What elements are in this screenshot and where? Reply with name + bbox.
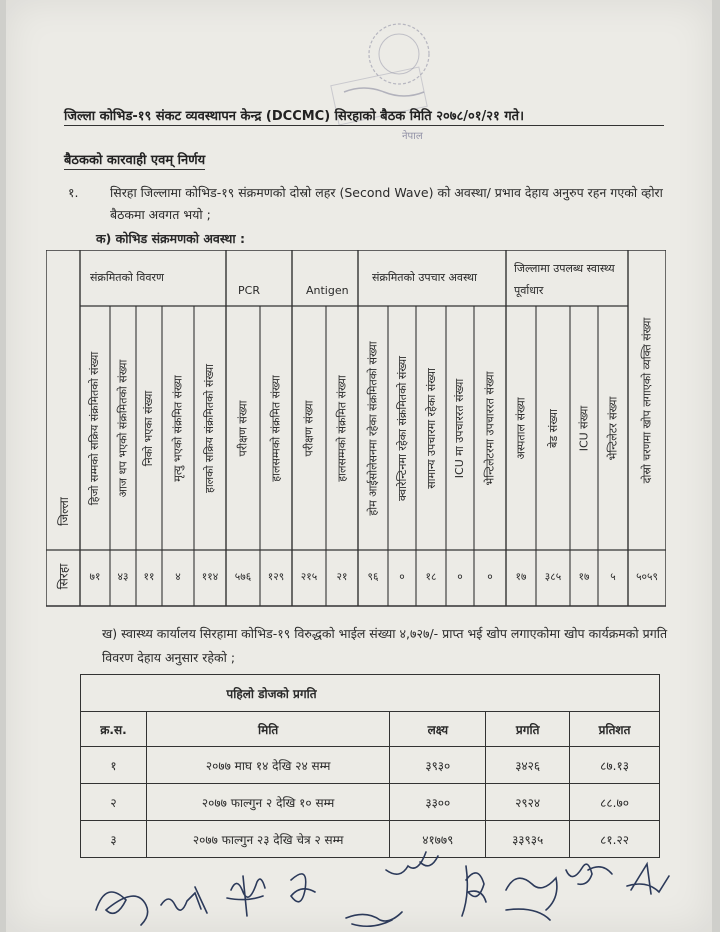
column-header-label: ICU संख्या bbox=[577, 405, 591, 451]
data-cell: ५०५९ bbox=[636, 571, 658, 583]
data-cell: ० bbox=[399, 571, 405, 583]
column-header-label: मृत्यु भएको संक्रमित संख्या bbox=[171, 374, 185, 482]
column-header bbox=[570, 306, 598, 550]
column-header bbox=[260, 306, 292, 550]
covid-status-subhead: क) कोभिड संक्रमणको अवस्था : bbox=[96, 231, 246, 246]
point-1-text: सिरहा जिल्लामा कोभिड-१९ संक्रमणको दोस्रो लहर (Second Wave) को अवस्था/ प्रभाव देहाय अनुरुप रहन गएको व्होरा बैठकमा अवगत भयो ; bbox=[110, 185, 663, 222]
col-header-target: लक्ष्य bbox=[390, 712, 486, 747]
minutes-subheading: बैठकको कारवाही एवम् निर्णय bbox=[64, 150, 205, 170]
column-header bbox=[416, 306, 446, 550]
signatures-area bbox=[86, 850, 686, 932]
column-header bbox=[536, 306, 570, 550]
signature-4 bbox=[291, 874, 315, 902]
column-header bbox=[358, 306, 388, 550]
point-1-number: १. bbox=[68, 185, 79, 200]
column-header bbox=[136, 306, 162, 550]
table-row bbox=[81, 784, 660, 821]
column-header-label: हालसम्मको संक्रमित संख्या bbox=[335, 374, 349, 482]
data-cell: ५ bbox=[610, 571, 616, 583]
signature-10 bbox=[627, 864, 669, 894]
cell-serial: २ bbox=[81, 784, 147, 821]
cell-serial: ३ bbox=[81, 821, 147, 858]
signature-1 bbox=[96, 892, 148, 925]
column-header bbox=[598, 306, 628, 550]
signature-3 bbox=[227, 876, 265, 916]
group-antigen-header: Antigen bbox=[306, 284, 349, 297]
data-cell: १७ bbox=[515, 571, 527, 583]
signature-5 bbox=[346, 912, 402, 926]
cell-progress: ३४२६ bbox=[486, 747, 570, 784]
cell-progress: २९२४ bbox=[486, 784, 570, 821]
group-health-infra-header: जिल्लामा उपलब्ध स्वास्थ्य पूर्वाधार bbox=[514, 262, 615, 297]
cell-percent: ८८.७० bbox=[570, 784, 660, 821]
district-cell: सिरहा bbox=[56, 563, 71, 590]
data-cell: ९६ bbox=[367, 571, 379, 583]
signature-9 bbox=[566, 864, 612, 884]
vaccination-progress-table bbox=[80, 674, 660, 848]
cell-target: ४१७७९ bbox=[390, 821, 486, 858]
covid-status-table bbox=[46, 250, 666, 618]
column-header bbox=[506, 306, 536, 550]
column-header bbox=[446, 306, 474, 550]
data-cell: ३८५ bbox=[544, 571, 562, 583]
column-header bbox=[388, 306, 416, 550]
group-infected-header: संक्रमितको विवरण bbox=[90, 271, 164, 284]
table2-title-spacer bbox=[81, 675, 147, 712]
col-header-progress: प्रगति bbox=[486, 712, 570, 747]
column-header bbox=[474, 306, 506, 550]
signature-2 bbox=[161, 887, 207, 913]
cell-date: २०७७ माघ १४ देखि २४ सम्म bbox=[146, 747, 389, 784]
column-header bbox=[292, 306, 326, 550]
column-header-label: अस्पताल संख्या bbox=[514, 396, 528, 460]
stamp-text: नेपाल bbox=[402, 131, 423, 142]
column-header-label: परीक्षण संख्या bbox=[236, 399, 250, 457]
data-cell: १७ bbox=[578, 571, 590, 583]
column-header-label: भेन्टिलेटर संख्या bbox=[606, 396, 620, 460]
data-cell: ११ bbox=[143, 571, 155, 583]
column-header-label: सामान्य उपचारमा रहेका संख्या bbox=[424, 367, 438, 489]
column-header-label: हालसम्मको संक्रमित संख्या bbox=[269, 374, 283, 482]
column-header-label: दोस्रो चरणमा खोप लगाएको व्यक्ति संख्या bbox=[640, 317, 654, 483]
col-header-percent: प्रतिशत bbox=[570, 712, 660, 747]
data-cell: ७१ bbox=[89, 571, 101, 583]
signature-6 bbox=[386, 852, 438, 874]
column-header-label: हालको सक्रिय संक्रमितको संख्या bbox=[203, 363, 217, 493]
column-header-label: परीक्षण संख्या bbox=[302, 399, 316, 457]
column-header-label: होम आईसोलेसनमा रहेका संक्रमितको संख्या bbox=[366, 340, 380, 516]
point-kha: ख) स्वास्थ्य कार्यालय सिरहामा कोभिड-१९ विरुद्धको भाईल संख्या ४,७२७/- प्राप्त भई खोप लगाएकोमा खोप कार्यक्रमको प्रगति विवरण देहाय अनुसार रहेको ; bbox=[102, 626, 668, 665]
column-header bbox=[194, 306, 226, 550]
signature-7 bbox=[462, 866, 486, 916]
col-header-date: मिति bbox=[146, 712, 389, 747]
column-header-label: निको भएका संख्या bbox=[142, 390, 156, 466]
data-cell: ४ bbox=[175, 571, 181, 583]
table-row bbox=[81, 747, 660, 784]
col-header-serial: क्र.स. bbox=[81, 712, 147, 747]
data-cell: १८ bbox=[425, 571, 437, 583]
cell-date: २०७७ फाल्गुन २३ देखि चेत्र २ सम्म bbox=[146, 821, 389, 858]
cell-target: ३९३० bbox=[390, 747, 486, 784]
column-header bbox=[110, 306, 136, 550]
cell-progress: ३३९३५ bbox=[486, 821, 570, 858]
cell-percent: ८७.१३ bbox=[570, 747, 660, 784]
group-treatment-header: संक्रमितको उपचार अवस्था bbox=[372, 271, 477, 284]
data-cell: ५७६ bbox=[234, 571, 252, 583]
table2-title: पहिलो डोजको प्रगति bbox=[146, 675, 659, 712]
cell-serial: १ bbox=[81, 747, 147, 784]
column-header bbox=[628, 250, 666, 550]
data-cell: १२९ bbox=[267, 571, 285, 583]
column-header-label: जिल्ला bbox=[56, 497, 71, 526]
data-cell: ० bbox=[457, 571, 463, 583]
data-cell: ४३ bbox=[117, 571, 129, 583]
document-page bbox=[6, 0, 712, 932]
column-header bbox=[226, 306, 260, 550]
data-cell: ११४ bbox=[201, 571, 219, 583]
column-header-label: बेड संख्या bbox=[546, 408, 560, 448]
column-header-label: हिजो सम्मको सक्रिय संक्रमितको संख्या bbox=[88, 351, 102, 505]
column-header bbox=[80, 306, 110, 550]
column-header-label: ICU मा उपचाररत संख्या bbox=[453, 378, 467, 478]
cell-percent: ८१.२२ bbox=[570, 821, 660, 858]
column-header-label: भेन्टिलेटरमा उपचाररत संख्या bbox=[483, 371, 497, 485]
column-header bbox=[326, 306, 358, 550]
cell-date: २०७७ फाल्गुन २ देखि १० सम्म bbox=[146, 784, 389, 821]
data-cell: २१ bbox=[336, 571, 348, 583]
column-header bbox=[46, 250, 80, 550]
cell-target: ३३०० bbox=[390, 784, 486, 821]
group-pcr-header: PCR bbox=[238, 284, 260, 297]
column-header-label: क्वारेन्टिनमा रहेका संक्रमितको संख्या bbox=[395, 355, 409, 501]
data-cell: ० bbox=[487, 571, 493, 583]
column-header-label: आज थप भएको संक्रमितको संख्या bbox=[116, 359, 130, 497]
data-cell: २१५ bbox=[300, 571, 318, 583]
column-header bbox=[162, 306, 194, 550]
meeting-heading: जिल्ला कोभिड-१९ संकट व्यवस्थापन केन्द्र (DCCMC) सिरहाको बैठक मिति २०७८/०१/२१ गते। bbox=[64, 106, 664, 126]
signature-8 bbox=[506, 878, 557, 920]
